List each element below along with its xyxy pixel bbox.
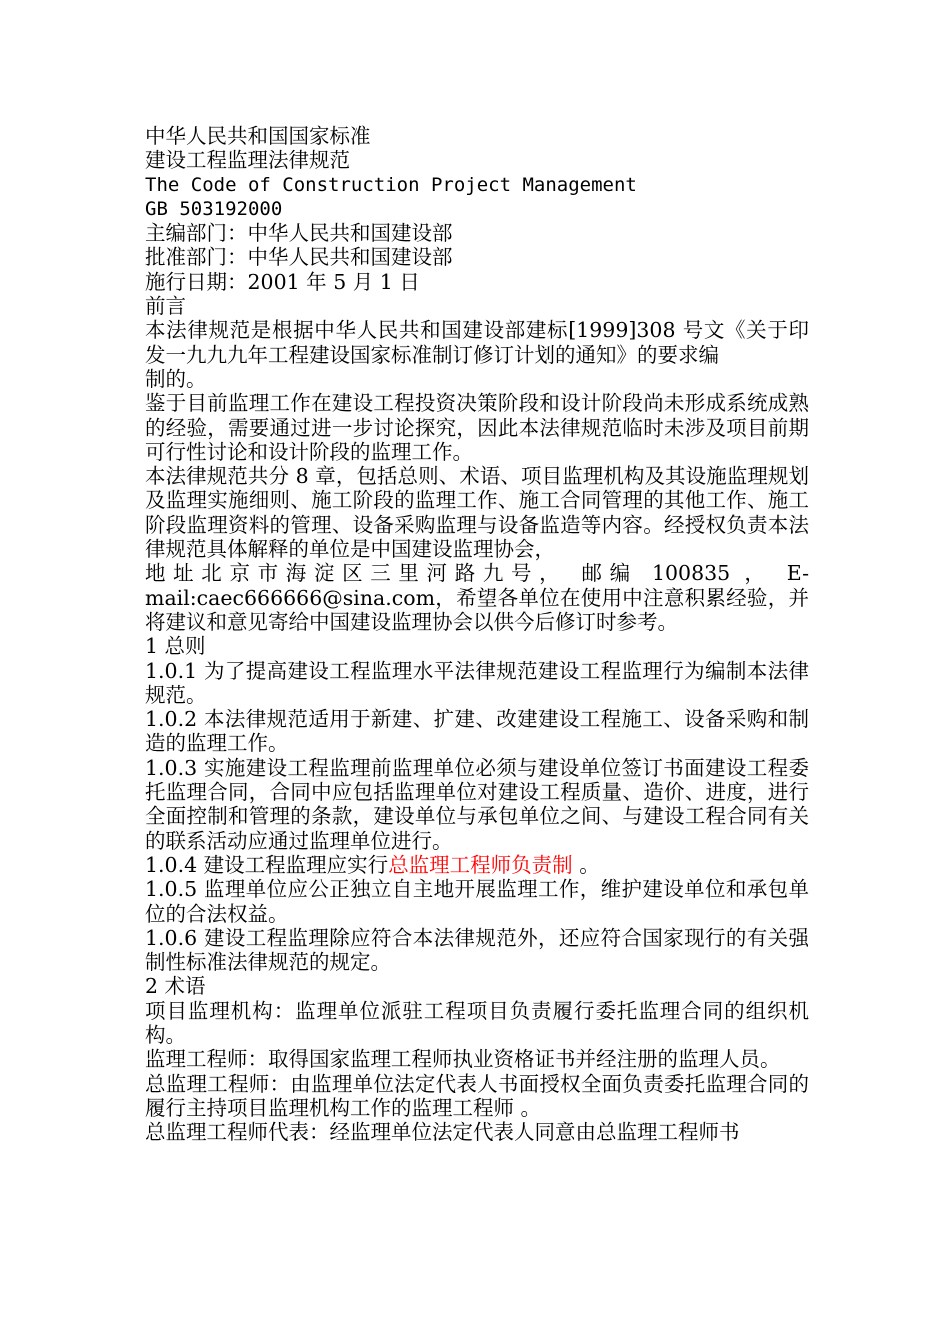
clause-1-0-2: 1.0.2 本法律规范适用于新建、扩建、改建建设工程施工、设备采购和制造的监理工作。 xyxy=(145,707,809,756)
term-chief-supervision-engineer: 总监理工程师：由监理单位法定代表人书面授权全面负责委托监理合同的履行主持项目监理机构工作的监理工程师 。 xyxy=(145,1071,809,1120)
foreword-paragraph-2: 鉴于目前监理工作在建设工程投资决策阶段和设计阶段尚未形成系统成熟的经验，需要通过进一步讨论探究，因此本法律规范临时未涉及项目前期可行性讨论和设计阶段的监理工作。 xyxy=(145,391,809,464)
term-project-supervision-org: 项目监理机构：监理单位派驻工程项目负责履行委托监理合同的组织机构。 xyxy=(145,998,809,1047)
title-cn: 建设工程监理法律规范 xyxy=(145,148,350,173)
foreword-address-line: 地址北京市海淀区三里河路九号， 邮编 100835 ， E- xyxy=(145,561,809,586)
effective-date-line: 施行日期：2001 年 5 月 1 日 xyxy=(145,269,420,294)
standard-line: 中华人民共和国国家标准 xyxy=(145,124,371,148)
clause-1-0-4-text: 1.0.4 建设工程监理应实行 xyxy=(145,852,389,877)
document-page xyxy=(145,124,809,1144)
clause-1-0-4-end: 。 xyxy=(572,852,600,877)
clause-1-0-5: 1.0.5 监理单位应公正独立自主地开展监理工作，维护建设单位和承包单位的合法权益。 xyxy=(145,877,809,926)
approver-line: 批准部门：中华人民共和国建设部 xyxy=(145,245,453,270)
clause-1-0-4 xyxy=(145,853,809,877)
foreword-heading: 前言 xyxy=(145,294,186,319)
highlighted-term: 总监理工程师负责制 xyxy=(388,852,573,877)
foreword-paragraph-3: 本法律规范共分 8 章，包括总则、术语、项目监理机构及其设施监理规划及监理实施细则、施工阶段的监理工作、施工合同管理的其他工作、施工阶段监理资料的管理、设备采购监理与设备监造等内容。经授权负责本法律规范具体解释的单位是中国建设监理协会， xyxy=(145,464,809,562)
standard-code: GB 503192000 xyxy=(145,197,283,220)
chapter-2-heading: 2 术语 xyxy=(145,974,206,999)
title-en: The Code of Construction Project Management xyxy=(145,173,637,196)
foreword-email-line: mail:caec666666@sina.com，希望各单位在使用中注意积累经验，并将建议和意见寄给中国建设监理协会以供今后修订时参考。 xyxy=(145,585,809,634)
clause-1-0-3: 1.0.3 实施建设工程监理前监理单位必须与建设单位签订书面建设工程委托监理合同，合同中应包括监理单位对建设工程质量、造价、进度，进行全面控制和管理的条款，建设单位与承包单位之间、与建设工程合同有关的联系活动应通过监理单位进行。 xyxy=(145,755,809,853)
clause-1-0-6: 1.0.6 建设工程监理除应符合本法律规范外，还应符合国家现行的有关强制性标准法律规范的规定。 xyxy=(145,925,809,975)
editor-line: 主编部门：中华人民共和国建设部 xyxy=(145,221,453,246)
clause-1-0-1: 1.0.1 为了提高建设工程监理水平法律规范建设工程监理行为编制本法律规范。 xyxy=(145,658,809,707)
term-supervision-engineer: 监理工程师：取得国家监理工程师执业资格证书并经注册的监理人员。 xyxy=(145,1047,781,1072)
foreword-paragraph-1-end: 制的。 xyxy=(145,366,207,391)
term-chief-engineer-representative: 总监理工程师代表：经监理单位法定代表人同意由总监理工程师书 xyxy=(145,1120,740,1145)
foreword-paragraph-1: 本法律规范是根据中华人民共和国建设部建标[1999]308 号文《关于印发一九九九年工程建设国家标准制订修订计划的通知》的要求编 xyxy=(145,318,809,367)
chapter-1-heading: 1 总则 xyxy=(145,634,206,659)
